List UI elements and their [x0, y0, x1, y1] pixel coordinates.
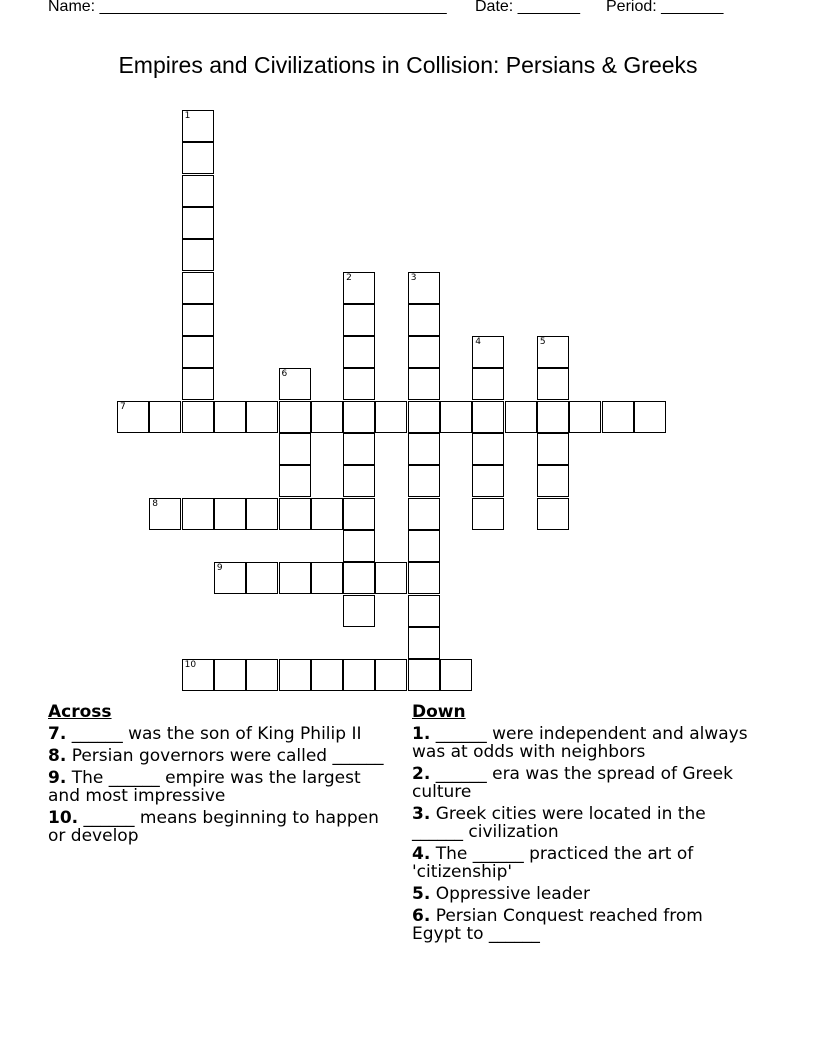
- clue-text: The ______ practiced the art of 'citizenship': [412, 844, 694, 882]
- clue-number: 5.: [412, 884, 431, 904]
- clue-number: 3.: [412, 804, 431, 824]
- clue-down-4: [412, 845, 757, 881]
- grid-cell[interactable]: [246, 562, 278, 594]
- grid-cell[interactable]: [343, 336, 375, 368]
- page-title: Empires and Civilizations in Collision: Persians & Greeks: [118, 52, 698, 78]
- grid-cell[interactable]: [279, 659, 311, 691]
- grid-cell[interactable]: [279, 562, 311, 594]
- clue-down-1: [412, 725, 757, 761]
- grid-cell[interactable]: [279, 498, 311, 530]
- grid-cell[interactable]: [472, 368, 504, 400]
- clue-text: ______ means beginning to happen or develop: [48, 808, 379, 846]
- cell-number: 9: [216, 563, 223, 574]
- grid-cell[interactable]: [472, 433, 504, 465]
- grid-cell[interactable]: [343, 304, 375, 336]
- grid-cell[interactable]: [182, 498, 214, 530]
- cell-number: 4: [475, 337, 482, 348]
- grid-cell[interactable]: [505, 401, 537, 433]
- grid-cell[interactable]: [537, 465, 569, 497]
- cell-number: 5: [539, 337, 546, 348]
- clue-text: Persian Conquest reached from Egypt to ______: [412, 906, 703, 944]
- clue-down-5: [412, 885, 757, 903]
- grid-cell[interactable]: [279, 465, 311, 497]
- cell-number: 10: [184, 660, 197, 671]
- clue-across-10: [48, 809, 393, 845]
- clue-text: ______ were independent and always was at odds with neighbors: [412, 724, 748, 762]
- grid-cell[interactable]: [182, 336, 214, 368]
- cell-number: 1: [184, 111, 191, 121]
- cell-number: 2: [346, 272, 352, 283]
- grid-cell[interactable]: [408, 304, 440, 336]
- grid-cell[interactable]: [537, 498, 569, 530]
- clue-across-8: [48, 747, 393, 765]
- clue-text: ______ was the son of King Philip II: [71, 724, 362, 744]
- grid-cell[interactable]: [214, 562, 246, 594]
- grid-cell[interactable]: [343, 465, 375, 497]
- grid-cell[interactable]: [408, 595, 440, 627]
- grid-cell[interactable]: [343, 562, 375, 594]
- cell-number: 7: [120, 401, 126, 412]
- grid-cell[interactable]: [537, 368, 569, 400]
- grid-cell[interactable]: [246, 498, 278, 530]
- clue-number: 2.: [412, 764, 431, 784]
- grid-cell[interactable]: [537, 336, 569, 368]
- clue-number: 6.: [412, 906, 431, 926]
- cell-number: 6: [281, 369, 288, 380]
- grid-cell[interactable]: [472, 336, 504, 368]
- across-clues: [48, 702, 393, 849]
- grid-cell[interactable]: [408, 272, 440, 304]
- grid-cell[interactable]: [343, 368, 375, 400]
- grid-cell[interactable]: [408, 368, 440, 400]
- clue-text: Oppressive leader: [435, 884, 590, 904]
- clue-across-7: [48, 725, 393, 743]
- grid-cell[interactable]: [408, 336, 440, 368]
- clue-down-2: [412, 765, 757, 801]
- grid-cell[interactable]: [375, 401, 407, 433]
- grid-cell[interactable]: [408, 498, 440, 530]
- grid-cell[interactable]: [182, 659, 214, 691]
- grid-cell[interactable]: [279, 368, 311, 400]
- grid-cell[interactable]: [311, 659, 343, 691]
- clue-number: 10.: [48, 808, 79, 828]
- down-clues: [412, 702, 757, 947]
- clue-number: 1.: [412, 724, 431, 744]
- clue-across-9: [48, 769, 393, 805]
- clue-number: 9.: [48, 768, 67, 788]
- clue-text: Greek cities were located in the ______ civilization: [412, 804, 706, 842]
- grid-cell[interactable]: [408, 401, 440, 433]
- grid-cell[interactable]: [375, 562, 407, 594]
- grid-cell[interactable]: [214, 401, 246, 433]
- grid-cell[interactable]: [440, 659, 472, 691]
- grid-cell[interactable]: [182, 110, 214, 142]
- grid-cell[interactable]: [408, 627, 440, 659]
- grid-cell[interactable]: [408, 659, 440, 691]
- period-field[interactable]: Period: _______: [606, 0, 724, 15]
- grid-cell[interactable]: [408, 530, 440, 562]
- grid-cell[interactable]: [440, 401, 472, 433]
- clue-number: 8.: [48, 746, 67, 766]
- grid-cell[interactable]: [246, 659, 278, 691]
- grid-cell[interactable]: [182, 304, 214, 336]
- grid-cell[interactable]: [343, 530, 375, 562]
- across-heading: Across: [48, 702, 112, 722]
- grid-cell[interactable]: [343, 433, 375, 465]
- grid-cell[interactable]: [182, 401, 214, 433]
- grid-cell[interactable]: [214, 498, 246, 530]
- grid-cell[interactable]: [117, 401, 149, 433]
- grid-cell[interactable]: [343, 401, 375, 433]
- cell-number: 8: [152, 498, 159, 509]
- grid-cell[interactable]: [311, 498, 343, 530]
- grid-cell[interactable]: [279, 401, 311, 433]
- grid-cell[interactable]: [214, 659, 246, 691]
- grid-cell[interactable]: [182, 207, 214, 239]
- grid-cell[interactable]: [149, 401, 181, 433]
- grid-cell[interactable]: [279, 433, 311, 465]
- clue-number: 7.: [48, 724, 67, 744]
- grid-cell[interactable]: [472, 465, 504, 497]
- grid-cell[interactable]: [246, 401, 278, 433]
- grid-cell[interactable]: [375, 659, 407, 691]
- grid-cell[interactable]: [343, 595, 375, 627]
- clue-text: The ______ empire was the largest and most impressive: [48, 768, 361, 806]
- name-field[interactable]: Name: _______________________________________: [48, 0, 447, 15]
- grid-cell[interactable]: [149, 498, 181, 530]
- grid-cell[interactable]: [472, 401, 504, 433]
- grid-cell[interactable]: [602, 401, 634, 433]
- grid-cell[interactable]: [537, 433, 569, 465]
- grid-cell[interactable]: [343, 659, 375, 691]
- grid-cell[interactable]: [408, 433, 440, 465]
- grid-cell[interactable]: [182, 142, 214, 174]
- grid-cell[interactable]: [343, 498, 375, 530]
- clue-text: Persian governors were called ______: [71, 746, 384, 766]
- grid-cell[interactable]: [569, 401, 601, 433]
- date-field[interactable]: Date: _______: [475, 0, 580, 15]
- grid-cell[interactable]: [182, 368, 214, 400]
- clue-number: 4.: [412, 844, 431, 864]
- grid-cell[interactable]: [182, 175, 214, 207]
- grid-cell[interactable]: [311, 401, 343, 433]
- grid-cell[interactable]: [537, 401, 569, 433]
- cell-number: 3: [410, 272, 417, 283]
- grid-cell[interactable]: [408, 562, 440, 594]
- clue-down-3: [412, 805, 757, 841]
- grid-cell[interactable]: [182, 239, 214, 271]
- grid-cell[interactable]: [182, 272, 214, 304]
- down-heading: Down: [412, 702, 466, 722]
- grid-cell[interactable]: [634, 401, 666, 433]
- clue-down-6: [412, 907, 757, 943]
- grid-cell[interactable]: [311, 562, 343, 594]
- clue-text: ______ era was the spread of Greek culture: [412, 764, 733, 802]
- grid-cell[interactable]: [343, 272, 375, 304]
- grid-cell[interactable]: [408, 465, 440, 497]
- grid-cell[interactable]: [472, 498, 504, 530]
